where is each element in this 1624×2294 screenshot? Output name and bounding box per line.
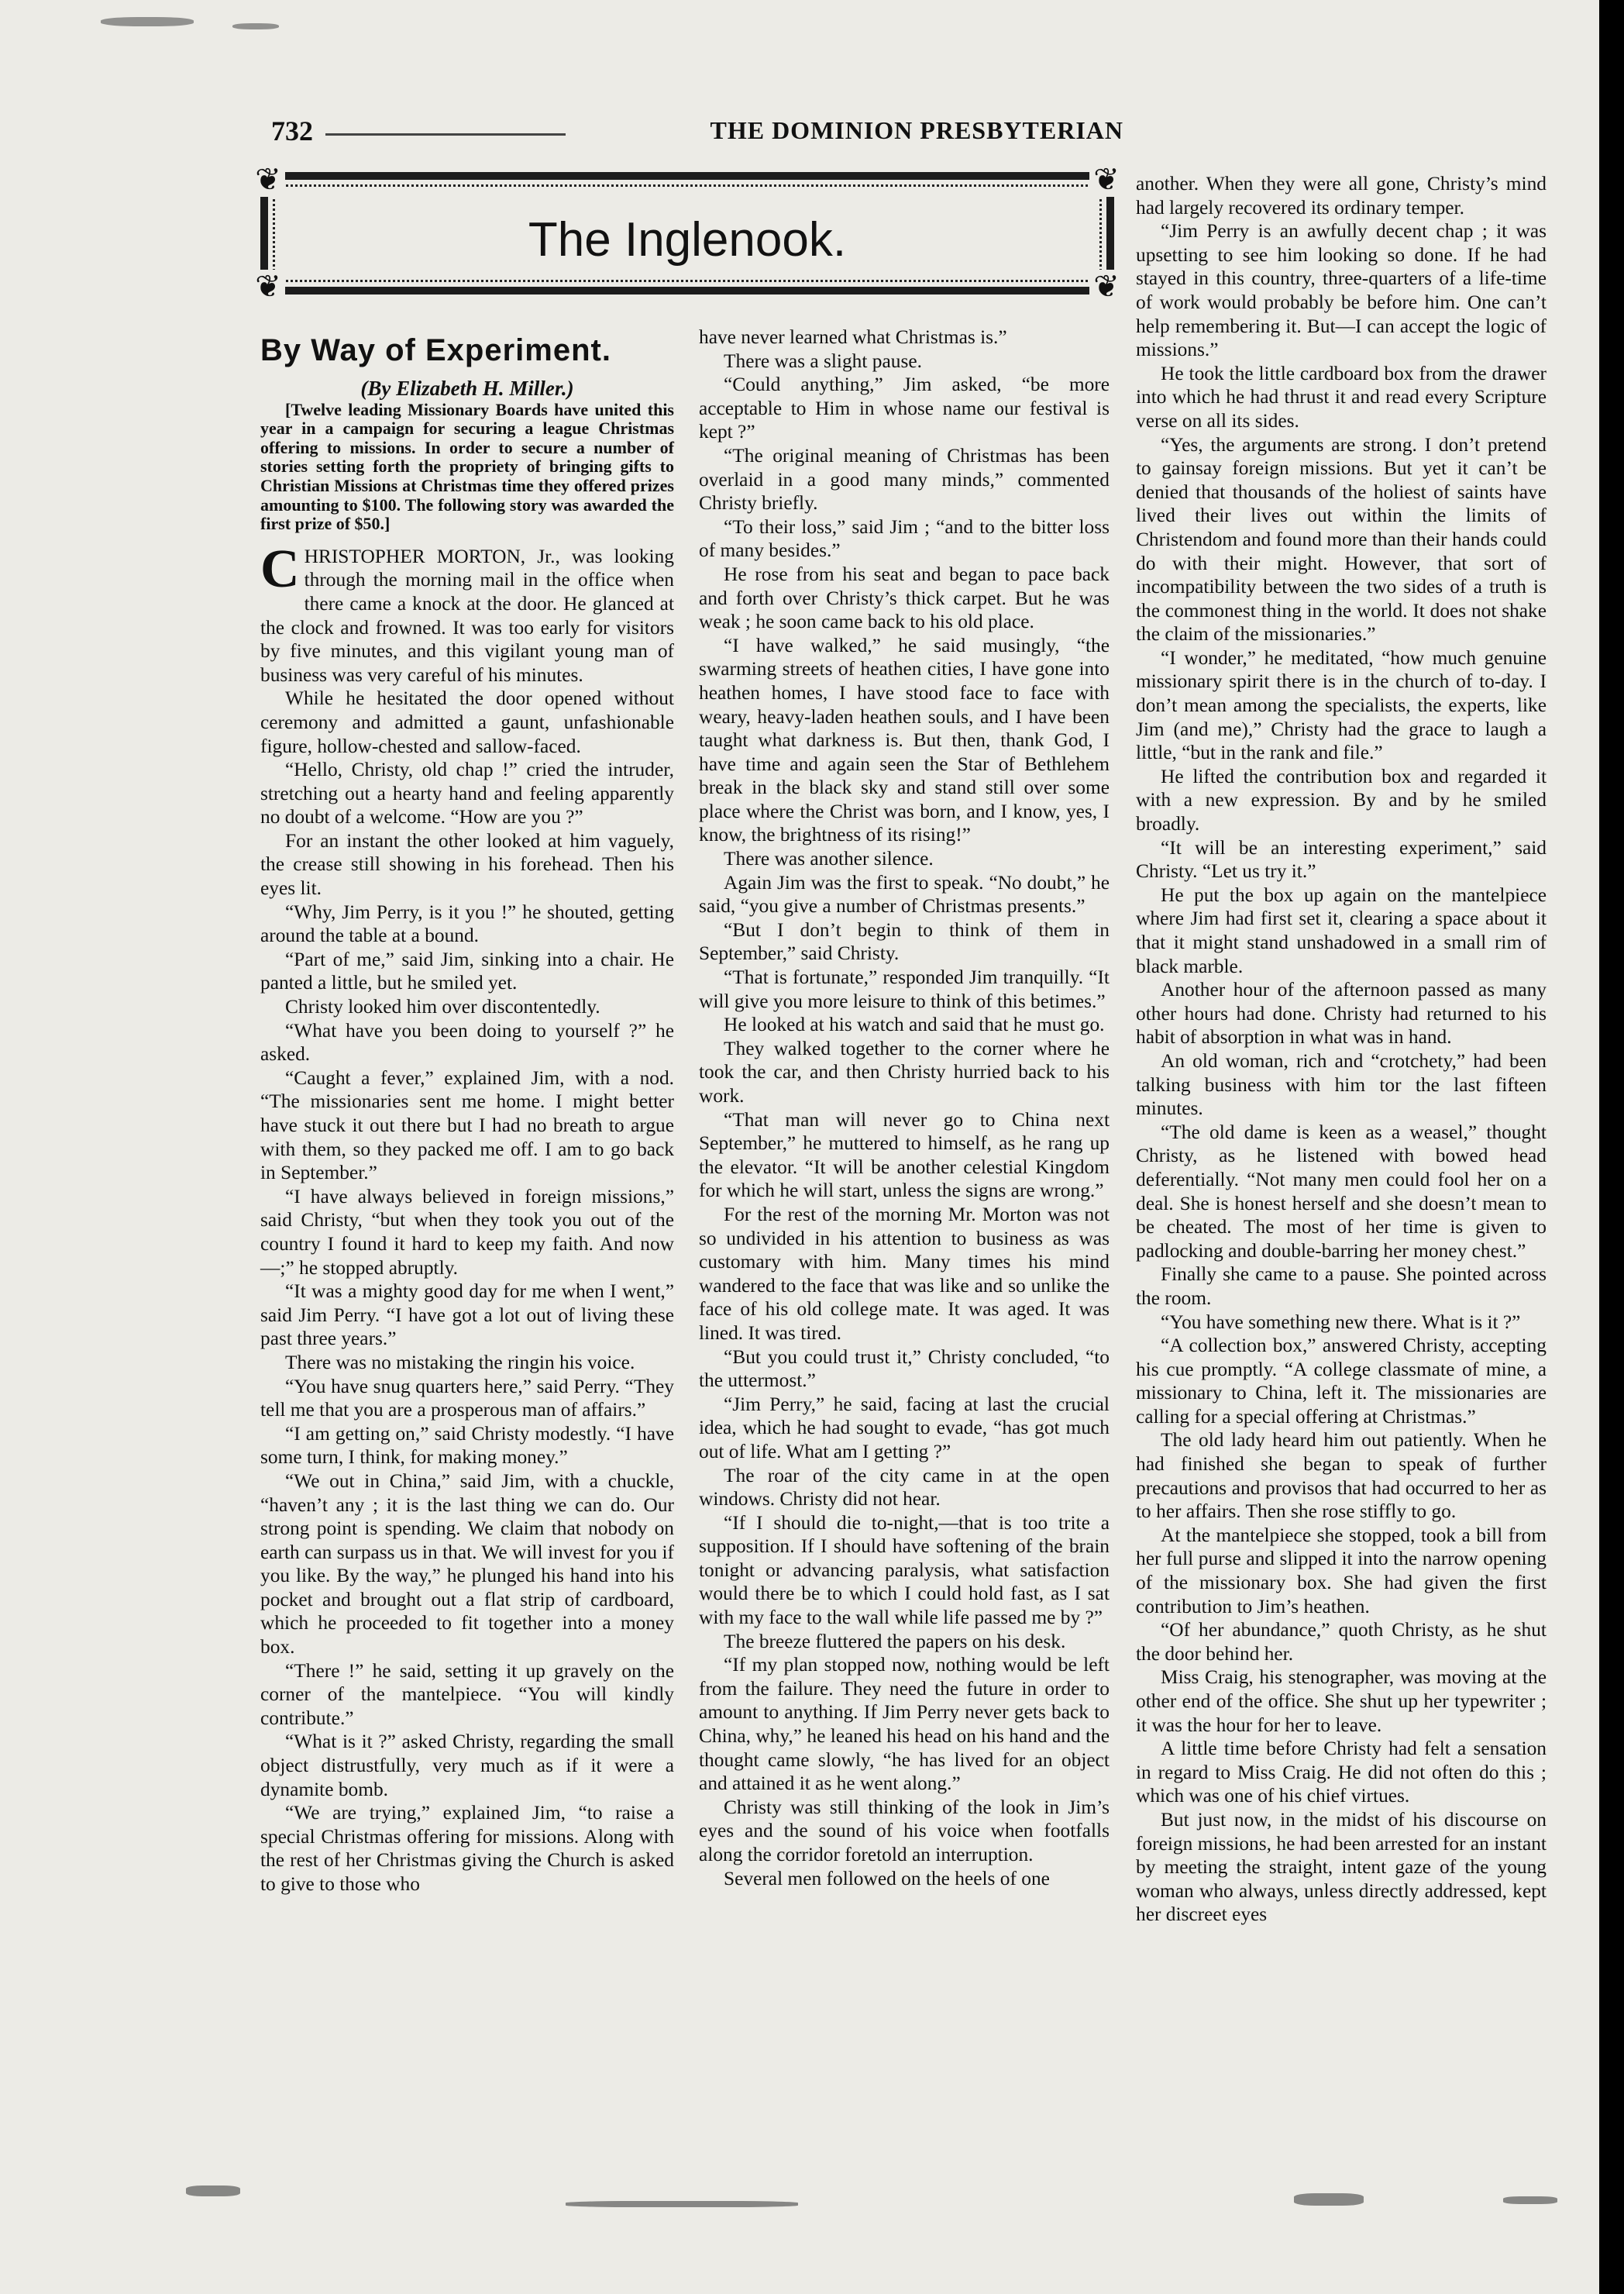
paragraph: “The original meaning of Christmas has been overlaid in a good many minds,” commented Christy briefly. xyxy=(699,444,1110,515)
column-3 xyxy=(1136,172,1547,1927)
column-1-body xyxy=(260,539,674,1896)
paragraph: “What is it ?” asked Christy, regarding the small object distrustfully, very much as if it were a dynamite bomb. xyxy=(260,1731,674,1800)
paragraph: “I am getting on,” said Christy modestly. “I have some turn, I think, for making money.” xyxy=(260,1422,674,1469)
paragraph: They walked together to the corner where he took the car, and then Christy hurried back to his work. xyxy=(699,1037,1110,1107)
paragraph: “But I don’t begin to think of them in September,” said Christy. xyxy=(699,918,1110,965)
paragraph: Finally she came to a pause. She pointed across the room. xyxy=(1136,1263,1547,1309)
paragraph: “I have always believed in foreign missions,” said Christy, “but when they took you out of the country I found it hard to keep my faith. And now—;” he stopped abruptly. xyxy=(260,1185,674,1279)
journal-title: THE DOMINION PRESBYTERIAN xyxy=(710,116,1123,144)
paragraph: “We out in China,” said Jim, with a chuckle, “haven’t any ; it is the last thing we can do. Our strong point is spending. We claim that nobody on earth can surpass us in that. We will invest for you if you like. By the way,” he plunged his hand into his pocket and brought out a flat strip of cardboard, which he proceeded to fit together into a money box. xyxy=(260,1469,674,1658)
paragraph: “The old dame is keen as a weasel,” thought Christy, as he listened with bowed head deferentially. “Not many men could fool her on a deal. She is honest herself and she doesn’t mean to be cheated. The most of her time is given to padlocking and double-barring her money chest.” xyxy=(1136,1121,1547,1262)
scan-speckle xyxy=(232,23,279,29)
paragraph: “Part of me,” said Jim, sinking into a chair. He panted a little, but he smiled yet. xyxy=(260,948,674,994)
byline: (By Elizabeth H. Miller.) xyxy=(360,377,574,400)
paragraph: “Caught a fever,” explained Jim, with a nod. “The missionaries sent me home. I might better have stuck it out there but I had no breath to argue with them, so they packed me off. I am to go back in September.” xyxy=(260,1066,674,1184)
paragraph: “If I should die to-night,—that is too trite a supposition. If I should have softening of the brain tonight or advancing paralysis, what satisfaction would there be to which I could hold fast, as I sat with my face to the wall while life passed me by ?” xyxy=(699,1511,1110,1629)
paragraph: He lifted the contribution box and regarded it with a new expression. By and by he smiled broadly. xyxy=(1136,765,1547,835)
paragraph: “Could anything,” Jim asked, “be more acceptable to Him in whose name our festival is kept ?” xyxy=(699,374,1110,443)
paragraph: “You have something new there. What is it ?” xyxy=(1161,1311,1521,1333)
paragraph: “Jim Perry is an awfully decent chap ; it was upsetting to see him looking so done. If he had stayed in this country, three-quarters of a life-time of work would probably be before him. One can’t help remembering it. But—I can accept the logic of missions.” xyxy=(1136,220,1547,361)
paragraph: Several men followed on the heels of one xyxy=(724,1867,1050,1889)
scan-speckle xyxy=(566,2201,798,2207)
paragraph: “Yes, the arguments are strong. I don’t pretend to gainsay foreign missions. But yet it can’t be denied that thousands of the holiest of saints have lived their lives out within the limits of Christendom and found more than their hands could do with their might. However, that sort of incompatibility between the two sides of a truth is the commonest thing in the world. It does not shake the claim of the missionaries.” xyxy=(1136,433,1547,646)
scan-speckle xyxy=(1503,2196,1557,2204)
paragraph: “A collection box,” answered Christy, accepting his cue promptly. “A college classmate of mine, a missionary to China, left it. The missionaries are calling for a special offering at Christmas.” xyxy=(1136,1335,1547,1428)
ornament-icon: ❦ xyxy=(251,270,285,304)
drop-cap: C xyxy=(260,539,300,599)
paragraph: “To their loss,” said Jim ; “and to the bitter loss of many besides.” xyxy=(699,515,1110,562)
scan-speckle xyxy=(186,2186,240,2196)
column-2-body xyxy=(699,326,1110,1890)
paragraph: A little time before Christy had felt a sensation in regard to Miss Craig. He did not often do this ; which was one of his chief virtues. xyxy=(1136,1738,1547,1807)
paragraph: another. When they were all gone, Christy’s mind had largely recovered its ordinary temper. xyxy=(1136,173,1547,219)
paragraph: “What have you been doing to yourself ?” he asked. xyxy=(260,1019,674,1066)
paragraph: “Of her abundance,” quoth Christy, as he shut the door behind her. xyxy=(1136,1619,1547,1665)
paragraph: Again Jim was the first to speak. “No doubt,” he said, “you give a number of Christmas presents.” xyxy=(699,871,1110,918)
paragraph: “Why, Jim Perry, is it you !” he shouted, getting around the table at a bound. xyxy=(260,901,674,947)
paragraph: “It will be an interesting experiment,” said Christy. “Let us try it.” xyxy=(1136,836,1547,883)
paragraph: He looked at his watch and said that he must go. xyxy=(724,1014,1105,1036)
paragraph: “It was a mighty good day for me when I went,” said Jim Perry. “I have got a lot out of living these past three years.” xyxy=(260,1280,674,1350)
section-title: The Inglenook. xyxy=(528,213,847,267)
paragraph: “We are trying,” explained Jim, “to raise a special Christmas offering for missions. Along with the rest of her Christmas giving the Church is asked to give to those who xyxy=(260,1802,674,1895)
header-rule xyxy=(325,133,566,136)
paragraph: There was a slight pause. xyxy=(724,350,922,372)
paragraph: “Hello, Christy, old chap !” cried the intruder, stretching out a hearty hand and feeling apparently no doubt of a welcome. “How are you ?” xyxy=(260,759,674,828)
paragraph: “You have snug quarters here,” said Perry. “They tell me that you are a prosperous man of affairs.” xyxy=(260,1375,674,1421)
paragraph: There was no mistaking the ringin his voice. xyxy=(285,1351,635,1373)
paragraph: The roar of the city came in at the open windows. Christy did not hear. xyxy=(699,1464,1110,1510)
paragraph: For an instant the other looked at him vaguely, the crease still showing in his forehead. Then his eyes lit. xyxy=(260,829,674,900)
paragraph: “But you could trust it,” Christy concluded, “to the uttermost.” xyxy=(699,1345,1110,1392)
paragraph: While he hesitated the door opened without ceremony and admitted a gaunt, unfashionable figure, hollow-chested and sallow-faced. xyxy=(260,687,674,757)
paragraph: The breeze fluttered the papers on his desk. xyxy=(724,1630,1066,1652)
paragraph: “If my plan stopped now, nothing would be left from the failure. They need the future in order to amount to anything. If Jim Perry never gets back to China, why,” he leaned his head on his hand and the thought came slowly, “he has lived for an object and attained it as he went along.” xyxy=(699,1654,1110,1795)
ornament-icon: ❦ xyxy=(1089,270,1123,304)
paragraph: “That man will never go to China next September,” he muttered to himself, as he rang up the elevator. “It will be another celestial Kingdom for which he will start, unless the signs are wrong.” xyxy=(699,1108,1110,1202)
column-3-body xyxy=(1136,172,1547,1927)
paragraph: Christy was still thinking of the look in Jim’s eyes and the sound of his voice when footfalls along the corridor foretold an interruption. xyxy=(699,1796,1110,1865)
article-title: By Way of Experiment. xyxy=(260,333,611,367)
paragraph: For the rest of the morning Mr. Morton was not so undivided in his attention to business as was customary with him. Many times his mind wandered to the face that was like and so unlike the face of his old college mate. It was aged. It was lined. It was tired. xyxy=(699,1203,1110,1344)
paragraph: have never learned what Christmas is.” xyxy=(699,326,1007,348)
paragraph: An old woman, rich and “crotchety,” had been talking business with him tor the last fifteen minutes. xyxy=(1136,1049,1547,1120)
paragraph: He rose from his seat and began to pace back and forth over Christy’s thick carpet. But he was weak ; he soon came back to his old place. xyxy=(699,563,1110,633)
column-1 xyxy=(260,332,674,1896)
paragraph: But just now, in the midst of his discourse on foreign missions, he had been arrested for an instant by meeting the straight, intent gaze of the young woman who always, unless directly addressed, kept her discreet eyes xyxy=(1136,1808,1547,1926)
paragraph: “Jim Perry,” he said, facing at last the crucial idea, which he had sought to evade, “has got much out of life. What am I getting ?” xyxy=(699,1393,1110,1462)
paragraph: At the mantelpiece she stopped, took a bill from her full purse and slipped it into the narrow opening of the missionary box. She had given the first contribution to Jim’s heathen. xyxy=(1136,1524,1547,1617)
scan-speckle xyxy=(101,17,194,26)
column-2 xyxy=(699,326,1110,1890)
paragraph: Christy looked him over discontentedly. xyxy=(285,996,600,1018)
paragraph: There was another silence. xyxy=(724,848,934,870)
ornament-icon: ❦ xyxy=(251,163,285,197)
ornament-icon: ❦ xyxy=(1089,163,1123,197)
scan-speckle xyxy=(1294,2193,1364,2206)
running-header xyxy=(271,115,1123,153)
section-banner xyxy=(255,162,1120,304)
paragraph: Another hour of the afternoon passed as many other hours had done. Christy had returned to his habit of absorption in what was in hand. xyxy=(1136,979,1547,1049)
paragraph: Miss Craig, his stenographer, was moving at the other end of the office. She shut up her typewriter ; it was the hour for her to leave. xyxy=(1136,1666,1547,1736)
paragraph: CHRISTOPHER MORTON, Jr., was looking through the morning mail in the office when there came a knock at the door. He glanced at the clock and frowned. It was too early for visitors by five minutes, and this vigilant young man of business was very careful of his minutes. xyxy=(260,539,674,686)
page-number: 732 xyxy=(271,115,313,146)
paragraph: The old lady heard him out patiently. When he had finished she began to speak of further precautions and provisos that had occurred to her as to her affairs. Then she rose stiffly to go. xyxy=(1136,1429,1547,1523)
scan-border xyxy=(1599,0,1624,2294)
paragraph: He put the box up again on the mantelpiece where Jim had first set it, clearing a space about it that it might stand unshadowed in a small rim of black marble. xyxy=(1136,884,1547,977)
paragraph: “I wonder,” he meditated, “how much genuine missionary spirit there is in the church of to-day. I don’t mean among the specialists, the experts, like Jim (and me),” Christy had the grace to laugh a little, “but in the rank and file.” xyxy=(1136,646,1547,764)
article-intro: [Twelve leading Missionary Boards have united this year in a campaign for securing a league Christmas offering to missions. In order to secure a number of stories setting forth the propriety of bringing gifts to Christian Missions at Christmas time they offered prizes amounting to $100. The following story was awarded the first prize of $50.] xyxy=(260,399,674,534)
paragraph: “That is fortunate,” responded Jim tranquilly. “It will give you more leisure to think of this betimes.” xyxy=(699,966,1110,1012)
paragraph: “I have walked,” he said musingly, “the swarming streets of heathen cities, I have gone into heathen homes, I have stood face to face with weary, heavy-laden heathen souls, and I have been taught what darkness is. But then, thank God, I have time and again seen the Star of Bethlehem break in the black sky and stand still over some place where the Christ was born, and I know, yes, I know, the brightness of its rising!” xyxy=(699,634,1110,846)
paragraph: He took the little cardboard box from the drawer into which he had thrust it and read every Scripture verse on all its sides. xyxy=(1136,362,1547,432)
paragraph: “There !” he said, setting it up gravely on the corner of the mantelpiece. “You will kindly contribute.” xyxy=(260,1659,674,1729)
